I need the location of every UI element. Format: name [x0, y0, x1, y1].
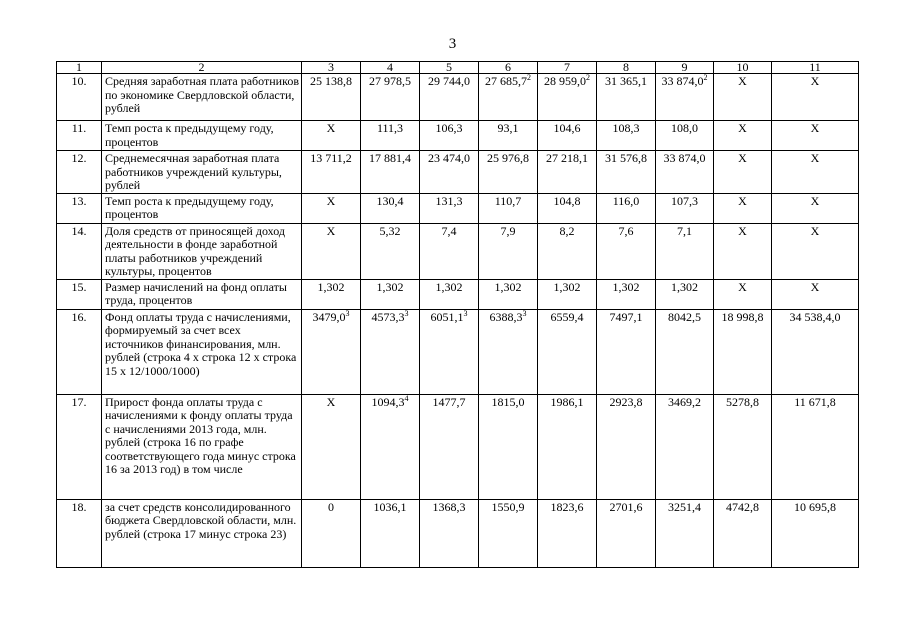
value-text: 10 695,8 [794, 499, 836, 514]
value-text: 33 874,0 [663, 151, 706, 165]
header-row [57, 62, 859, 74]
value-cell [714, 121, 772, 151]
value-text: 7497,1 [609, 309, 643, 324]
value-cell [361, 193, 420, 223]
value-text: 5,32 [379, 223, 401, 238]
footnote-mark: 2 [703, 73, 708, 82]
value-text: 29 744,0 [428, 74, 470, 88]
column-header: 8 [597, 62, 656, 74]
value-text: 110,7 [494, 193, 522, 208]
value-cell [597, 193, 656, 223]
value-text: 11 671,8 [794, 394, 836, 409]
value-cell [302, 121, 361, 151]
row-number: 15. [57, 279, 102, 309]
value-cell [597, 74, 656, 121]
page-number: 3 [448, 36, 457, 52]
value-cell [302, 193, 361, 223]
value-cell [420, 279, 479, 309]
value-text: 8042,5 [668, 309, 701, 324]
value-text: 104,6 [553, 121, 581, 135]
value-cell [361, 279, 420, 309]
value-cell [361, 121, 420, 151]
value-text: 1,302 [376, 279, 404, 294]
value-text: 1,302 [553, 279, 581, 294]
value-cell [420, 394, 479, 499]
value-cell [597, 121, 656, 151]
value-text: 1823,6 [550, 499, 584, 514]
value-text: 27 978,5 [369, 74, 411, 88]
row-label: Фонд оплаты труда с начислениями, формируемый за счет всех источников финансирования, млн. рублей (строка 4 x строка 12 x строка 15 x 12/1000/1000) [102, 309, 302, 394]
value-cell [361, 74, 420, 121]
value-text: 2701,6 [609, 499, 643, 514]
column-header: 5 [420, 62, 479, 74]
value-cell [772, 74, 859, 121]
value-text: 1477,7 [432, 394, 466, 409]
value-cell [772, 309, 859, 394]
value-text: 7,1 [677, 223, 692, 238]
row-number: 14. [57, 223, 102, 279]
row-label: Прирост фонда оплаты труда с начислениями к фонду оплаты труда с начислениями 2013 года, млн. рублей (строка 16 по графе соответствующего года минус строка 16 за 2013 год) в том числе [102, 394, 302, 499]
value-text: 93,1 [497, 121, 519, 135]
value-cell [538, 193, 597, 223]
column-header: 2 [102, 62, 302, 74]
value-cell [361, 499, 420, 567]
value-cell [597, 394, 656, 499]
row-label: Среднемесячная заработная плата работников учреждений культуры, рублей [102, 151, 302, 194]
value-text: X [810, 279, 820, 294]
footnote-mark: 3 [522, 309, 527, 318]
value-cell [538, 151, 597, 194]
footnote-mark: 2 [586, 73, 590, 82]
value-text: 17 881,4 [369, 151, 411, 165]
value-cell [656, 309, 714, 394]
value-cell [479, 499, 538, 567]
value-cell [772, 151, 859, 194]
value-text: 7,4 [441, 223, 457, 238]
value-text: X [738, 193, 747, 208]
table-row [57, 394, 859, 499]
table-row [57, 499, 859, 567]
value-text: 1036,1 [373, 499, 407, 514]
table-row [57, 193, 859, 223]
value-cell [302, 279, 361, 309]
value-text: 131,3 [435, 193, 463, 208]
footnote-mark: 2 [527, 73, 531, 82]
value-cell [538, 394, 597, 499]
value-text: 1,302 [435, 279, 463, 294]
value-cell [656, 74, 714, 121]
column-header: 1 [57, 62, 102, 74]
value-text: X [738, 151, 747, 165]
value-text: 0 [328, 499, 334, 514]
value-text: 1550,9 [491, 499, 525, 514]
value-cell [714, 193, 772, 223]
value-cell [772, 499, 859, 567]
value-text: 1986,1 [550, 394, 584, 409]
value-cell [479, 223, 538, 279]
value-cell [479, 309, 538, 394]
value-cell [714, 499, 772, 567]
value-text: 1,302 [671, 279, 698, 294]
value-text: X [738, 223, 747, 238]
value-cell [302, 309, 361, 394]
value-cell [538, 121, 597, 151]
value-text: 111,3 [376, 121, 404, 135]
row-number: 12. [57, 151, 102, 194]
value-text: 4573,3 [371, 309, 405, 324]
value-cell [420, 309, 479, 394]
row-number: 10. [57, 74, 102, 121]
value-text: 3479,0 [312, 309, 346, 324]
value-cell [597, 309, 656, 394]
value-text: 31 365,1 [605, 74, 647, 88]
value-text: 27 685,7 [485, 74, 527, 88]
value-cell [772, 121, 859, 151]
value-cell [302, 151, 361, 194]
value-cell [420, 121, 479, 151]
value-text: X [326, 223, 336, 238]
value-text: X [810, 193, 820, 208]
value-text: 25 138,8 [310, 74, 352, 88]
value-cell [597, 151, 656, 194]
value-cell [302, 499, 361, 567]
value-text: X [326, 193, 336, 208]
value-cell [538, 223, 597, 279]
value-text: X [810, 151, 820, 165]
row-label: Средняя заработная плата работников по экономике Свердловской области, рублей [102, 74, 302, 121]
value-text: 1368,3 [432, 499, 466, 514]
value-text: 5278,8 [726, 394, 759, 409]
value-text: 1094,3 [371, 394, 405, 409]
table-row [57, 121, 859, 151]
value-cell [656, 223, 714, 279]
value-cell [772, 223, 859, 279]
value-text: 116,0 [612, 193, 640, 208]
value-text: 1,302 [494, 279, 522, 294]
value-cell [420, 151, 479, 194]
row-number: 17. [57, 394, 102, 499]
value-cell [538, 74, 597, 121]
value-cell [361, 309, 420, 394]
value-cell [714, 151, 772, 194]
row-label: за счет средств консолидированного бюджета Свердловской области, млн. рублей (строка 17 минус строка 23) [102, 499, 302, 567]
value-cell [479, 151, 538, 194]
value-text: 130,4 [376, 193, 404, 208]
value-cell [479, 121, 538, 151]
value-text: 18 998,8 [721, 309, 764, 324]
value-text: 108,0 [671, 121, 698, 135]
value-cell [772, 279, 859, 309]
value-cell [420, 499, 479, 567]
footnote-mark: 4 [404, 394, 409, 403]
value-text: X [810, 121, 820, 135]
column-header: 11 [772, 62, 859, 74]
value-cell [479, 193, 538, 223]
value-cell [479, 74, 538, 121]
row-label: Доля средств от приносящей доход деятельности в фонде заработной платы работников учреждений культуры, процентов [102, 223, 302, 279]
value-cell [538, 279, 597, 309]
value-cell [302, 394, 361, 499]
column-header: 7 [538, 62, 597, 74]
value-cell [772, 394, 859, 499]
column-header: 9 [656, 62, 714, 74]
value-text: 27 218,1 [546, 151, 588, 165]
value-cell [479, 394, 538, 499]
value-cell [420, 193, 479, 223]
value-text: X [810, 74, 820, 88]
row-number: 18. [57, 499, 102, 567]
value-cell [656, 499, 714, 567]
value-cell [714, 74, 772, 121]
footnote-mark: 3 [463, 309, 468, 318]
value-text: X [326, 121, 336, 135]
row-number: 11. [57, 121, 102, 151]
table-row [57, 279, 859, 309]
value-cell [597, 499, 656, 567]
value-cell [420, 74, 479, 121]
table-row [57, 74, 859, 121]
value-cell [656, 151, 714, 194]
value-text: X [738, 121, 747, 135]
table-row [57, 223, 859, 279]
value-text: 107,3 [671, 193, 698, 208]
value-text: 6388,3 [489, 309, 523, 324]
column-header: 4 [361, 62, 420, 74]
column-header: 6 [479, 62, 538, 74]
value-text: 31 576,8 [605, 151, 647, 165]
row-label: Темп роста к предыдущему году, процентов [102, 121, 302, 151]
value-text: X [738, 74, 747, 88]
value-text: 23 474,0 [428, 151, 470, 165]
row-number: 13. [57, 193, 102, 223]
value-cell [597, 223, 656, 279]
value-text: 3251,4 [668, 499, 701, 514]
value-cell [714, 394, 772, 499]
value-text: 108,3 [612, 121, 640, 135]
value-text: 8,2 [559, 223, 575, 238]
row-label: Темп роста к предыдущему году, процентов [102, 193, 302, 223]
data-table [56, 61, 859, 568]
value-cell [302, 223, 361, 279]
value-text: 6051,1 [430, 309, 464, 324]
value-text: X [738, 279, 747, 294]
table-row [57, 309, 859, 394]
value-cell [538, 499, 597, 567]
value-text: 13 711,2 [310, 151, 352, 165]
footnote-mark: 3 [404, 309, 409, 318]
value-cell [361, 151, 420, 194]
table-row [57, 151, 859, 194]
value-cell [597, 279, 656, 309]
column-header: 3 [302, 62, 361, 74]
value-cell [656, 121, 714, 151]
value-text: 2923,8 [609, 394, 643, 409]
value-cell [714, 309, 772, 394]
value-text: 7,6 [618, 223, 634, 238]
value-cell [714, 223, 772, 279]
value-cell [656, 193, 714, 223]
value-text: 106,3 [435, 121, 463, 135]
value-cell [714, 279, 772, 309]
value-cell [479, 279, 538, 309]
value-text: 4742,8 [726, 499, 759, 514]
value-cell [656, 394, 714, 499]
value-text: 33 874,0 [661, 74, 704, 88]
footnote-mark: 3 [345, 309, 350, 318]
value-text: 1,302 [612, 279, 640, 294]
value-cell [361, 223, 420, 279]
value-cell [538, 309, 597, 394]
value-cell [420, 223, 479, 279]
column-header: 10 [714, 62, 772, 74]
value-text: 1815,0 [491, 394, 525, 409]
value-text: 6559,4 [550, 309, 584, 324]
value-text: 25 976,8 [487, 151, 529, 165]
value-text: X [326, 394, 336, 409]
value-cell [772, 193, 859, 223]
value-cell [361, 394, 420, 499]
value-cell [302, 74, 361, 121]
row-label: Размер начислений на фонд оплаты труда, процентов [102, 279, 302, 309]
value-text: 7,9 [500, 223, 516, 238]
value-text: 104,8 [553, 193, 581, 208]
row-number: 16. [57, 309, 102, 394]
value-text: 28 959,0 [544, 74, 586, 88]
value-text: 1,302 [317, 279, 345, 294]
value-text: 34 538,4,0 [789, 309, 841, 324]
value-text: X [810, 223, 820, 238]
value-cell [656, 279, 714, 309]
value-text: 3469,2 [668, 394, 701, 409]
